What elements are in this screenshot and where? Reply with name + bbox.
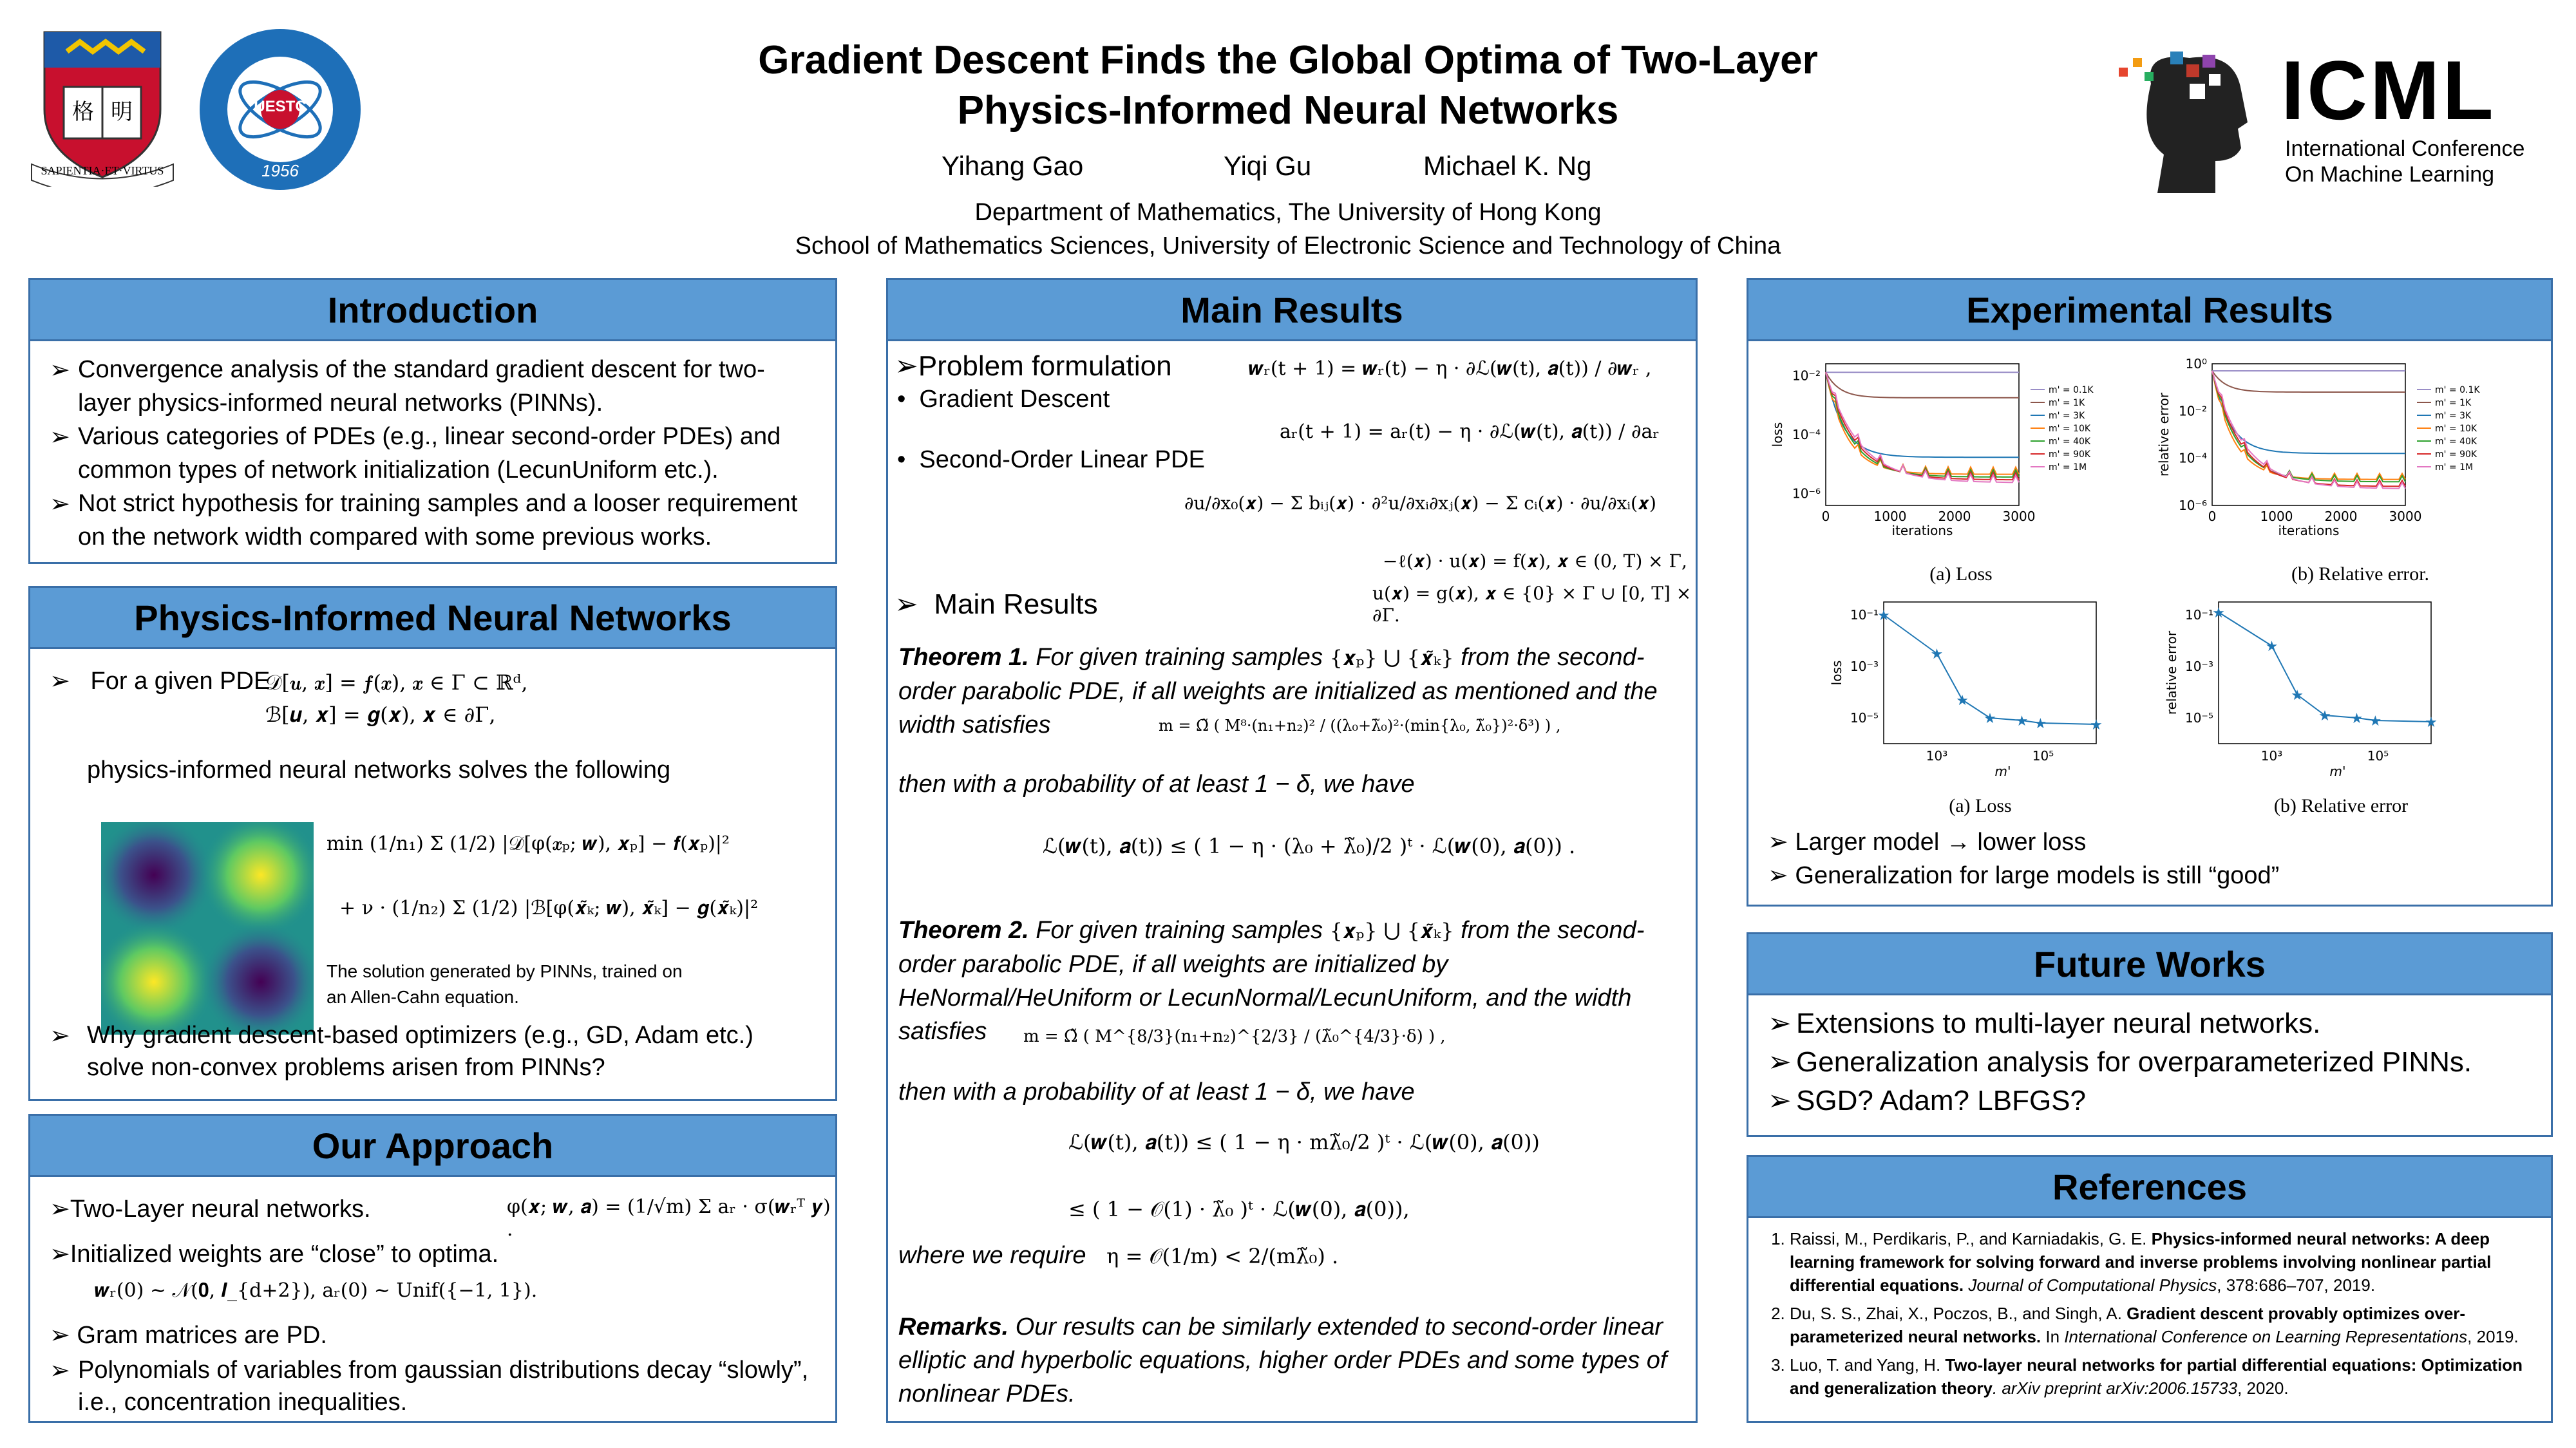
y-axis-label: loss	[1770, 422, 1785, 447]
pde-equation-1: 𝒟[𝒖, 𝒙] = 𝒇(𝒙), 𝒙 ∈ Γ ⊂ ℝᵈ,	[265, 670, 528, 695]
y-tick-label: 10⁻⁶	[1792, 485, 1821, 502]
approach-item-init: ➢Initialized weights are “close” to optima.	[50, 1239, 499, 1268]
heatmap-caption-2: an Allen-Cahn equation.	[327, 987, 519, 1007]
data-point-marker: ★	[2212, 605, 2225, 621]
y-tick-label: 10⁻⁵	[2184, 710, 2213, 726]
data-point-marker: ★	[2369, 713, 2382, 729]
x-tick-label: 0	[1821, 509, 1830, 524]
uestc-year: 1956	[261, 161, 299, 180]
exp-bullet-2: ➢ Generalization for large models is still “good”	[1768, 861, 2280, 889]
affiliation-hku: Department of Mathematics, The University of Hong Kong	[974, 199, 1602, 226]
pinn-loss-line-1: min (1/n₁) Σ (1/2) |𝒟[φ(𝒙ₚ; 𝒘), 𝒙ₚ] − 𝒇(𝒙ₚ)|²	[327, 832, 730, 855]
gd-update-a: aᵣ(t + 1) = aᵣ(t) − η · ∂ℒ(𝒘(t), 𝒂(t)) / ∂aᵣ	[1280, 420, 1660, 443]
plot-frame	[2212, 364, 2405, 505]
x-tick-label: 1000	[1873, 509, 1907, 524]
series-line-1	[1826, 372, 2019, 398]
y-tick-label: 10⁻¹	[2184, 607, 2213, 623]
x-tick-label: 0	[2208, 509, 2217, 524]
legend-entry: m' = 1K	[2049, 398, 2085, 408]
author-3: Michael K. Ng	[1423, 151, 1592, 181]
series-line-6	[2212, 371, 2405, 489]
uestc-abbrev: UESTC	[254, 98, 307, 115]
series-line-5	[2212, 371, 2405, 486]
y-tick-label: 10⁰	[2185, 356, 2207, 371]
y-tick-label: 10⁻²	[2178, 403, 2207, 419]
references-panel	[1747, 1155, 2553, 1423]
plot-frame	[1826, 364, 2019, 505]
future-works-panel	[1747, 932, 2553, 1137]
intro-item-2: ➢ Various categories of PDEs (e.g., linear second-order PDEs) and common types of network initialization (LecunUniform etc.).	[50, 420, 816, 487]
remarks: Remarks. Our results can be similarly extended to second-order linear elliptic and hyperbolic equations, higher order PDEs and some types of nonlinear PDEs.	[898, 1313, 1667, 1407]
theorem-2-width: m = Ω̃ ( M^{8/3}(n₁+n₂)^{2/3} / (λ̃₀^{4/3}·δ) ) ,	[1023, 1027, 1446, 1046]
author-2: Yiqi Gu	[1224, 151, 1312, 181]
references-heading: References	[1748, 1157, 2551, 1218]
data-point-marker: ★	[1930, 646, 1944, 663]
pinn-item-given-pde: ➢ For a given PDE	[50, 666, 270, 695]
y-tick-label: 10⁻³	[2184, 659, 2213, 674]
data-point-marker: ★	[2015, 713, 2029, 729]
data-point-marker: ★	[2265, 639, 2278, 655]
data-point-marker: ★	[2350, 711, 2363, 727]
future-item-1: ➢ Extensions to multi-layer neural networks.	[1768, 1004, 2532, 1043]
caption-loss-bottom: (a) Loss	[1949, 795, 2012, 816]
legend-entry: m' = 90K	[2049, 449, 2091, 460]
approach-item-two-layer: ➢Two-Layer neural networks.	[50, 1194, 371, 1223]
x-tick-label: 3000	[2389, 509, 2422, 524]
pinn-loss-line-2: + ν · (1/n₂) Σ (1/2) |ℬ[φ(𝒙̃ₖ; 𝒘), 𝒙̃ₖ] − 𝒈(𝒙̃ₖ)|²	[339, 897, 759, 919]
parabolic-pde-line-2: −ℓ(𝒙) · u(𝒙) = f(𝒙), 𝒙 ∈ (0, T) × Γ,	[1383, 550, 1687, 572]
plot-loss-vs-width	[1826, 589, 2135, 782]
allen-cahn-heatmap	[101, 822, 314, 1035]
caption-relerr-bottom: (b) Relative error	[2273, 795, 2409, 816]
main-results-label: ➢ Main Results	[895, 588, 1098, 621]
pinn-heading: Physics-Informed Neural Networks	[30, 588, 835, 649]
approach-heading: Our Approach	[30, 1116, 835, 1177]
x-axis-label: m'	[1994, 764, 2011, 779]
x-tick-label: 10⁵	[2032, 748, 2054, 764]
series-line-3	[2212, 371, 2405, 480]
parabolic-pde-line-3: u(𝒙) = g(𝒙), 𝒙 ∈ {0} × Γ ∪ [0, T] × ∂Γ.	[1372, 583, 1692, 626]
x-tick-label: 2000	[2324, 509, 2358, 524]
gd-label: • Gradient Descent	[897, 386, 1110, 413]
pinn-item-why-gd: ➢ Why gradient descent-based optimizers (e.g., GD, Adam etc.) solve non-convex problems arisen from PINNs?	[50, 1021, 753, 1081]
pde-label: • Second-Order Linear PDE	[897, 446, 1205, 473]
data-point-marker: ★	[1984, 711, 1996, 727]
theorem-1-width: m = Ω̃ ( M⁸·(n₁+n₂)² / ((λ₀+λ̃₀)²·(min{λ₀, λ̃₀})²·δ³) ) ,	[1159, 717, 1561, 735]
data-point-marker: ★	[2034, 716, 2047, 732]
introduction-heading: Introduction	[30, 280, 835, 341]
x-axis-label: m'	[2329, 764, 2346, 779]
plot-loss-vs-iterations	[1768, 351, 2154, 544]
legend-entry: m' = 1M	[2435, 462, 2474, 473]
series-line-1	[2212, 371, 2405, 392]
caption-relerr-top: (b) Relative error.	[2291, 563, 2430, 585]
pinn-panel	[28, 586, 837, 1101]
icml-logo	[2106, 45, 2557, 206]
plot-relerr-vs-width	[2161, 589, 2470, 782]
series-line-4	[2212, 371, 2405, 482]
pde-equation-2: ℬ[𝒖, 𝒙] = 𝒈(𝒙), 𝒙 ∈ ∂Γ,	[265, 702, 496, 727]
poster-title-line1: Gradient Descent Finds the Global Optima of Two-Layer	[758, 38, 1818, 82]
icml-subtitle-2: On Machine Learning	[2285, 162, 2495, 187]
introduction-panel	[28, 278, 837, 564]
legend-entry: m' = 10K	[2435, 424, 2477, 434]
svg-text:明: 明	[111, 99, 133, 125]
x-tick-label: 3000	[2002, 509, 2036, 524]
legend-entry: m' = 40K	[2435, 437, 2477, 447]
y-axis-label: loss	[1829, 660, 1844, 686]
future-item-3: ➢ SGD? Adam? LBFGS?	[1768, 1082, 2532, 1120]
svg-text:格: 格	[72, 99, 94, 125]
series-line-5	[1826, 372, 2019, 480]
step-size-requirement: where we require η = 𝒪(1/m) < 2/(mλ̃₀) .	[898, 1242, 1339, 1269]
x-axis-label: iterations	[2278, 523, 2340, 538]
legend-entry: m' = 0.1K	[2435, 385, 2480, 395]
legend-entry: m' = 1K	[2435, 398, 2472, 408]
reference-3: 3. Luo, T. and Yang, H. Two-layer neural networks for partial differential equations: Optimization and generalization theory. arXiv preprint arXiv:2006.15733, 2020.	[1790, 1353, 2538, 1400]
exp-bullet-1: ➢ Larger model → lower loss	[1768, 827, 2087, 856]
reference-1: 1. Raissi, M., Perdikaris, P., and Karniadakis, G. E. Physics-informed neural networks: A deep learning framework for solving forward and inverse problems involving nonlinear partial differential equations. Journal of Computational Physics, 378:686–707, 2019.	[1790, 1227, 2538, 1297]
theorem-1-bound: ℒ(𝒘(t), 𝒂(t)) ≤ ( 1 − η · (λ₀ + λ̃₀)/2 )ᵗ · ℒ(𝒘(0), 𝒂(0)) .	[1043, 834, 1576, 858]
data-point-marker: ★	[1877, 608, 1890, 624]
theorem-2-bound-1: ℒ(𝒘(t), 𝒂(t)) ≤ ( 1 − η · mλ̃₀/2 )ᵗ · ℒ(𝒘(0), 𝒂(0))	[1068, 1130, 1540, 1154]
theorem-2: Theorem 2. For given training samples {𝒙ₚ} ⋃ {𝒙̃ₖ} from the second-order parabolic PDE, if all weights are initialized by HeNormal/HeUniform or LecunNormal/LecunUniform, and the width satisfies	[898, 917, 1645, 1045]
affiliation-uestc: School of Mathematics Sciences, University of Electronic Science and Technology of China	[795, 232, 1781, 259]
icml-subtitle-1: International Conference	[2285, 136, 2525, 161]
approach-item-polynomials: ➢ Polynomials of variables from gaussian distributions decay “slowly”, i.e., concentration inequalities.	[50, 1356, 809, 1416]
gd-update-w: 𝒘ᵣ(t + 1) = 𝒘ᵣ(t) − η · ∂ℒ(𝒘(t), 𝒂(t)) / ∂𝒘ᵣ ,	[1249, 357, 1652, 380]
theorem-2-bound-2: ≤ ( 1 − 𝒪(1) · λ̃₀ )ᵗ · ℒ(𝒘(0), 𝒂(0)),	[1068, 1197, 1410, 1221]
series-line-2	[2212, 371, 2405, 453]
approach-panel	[28, 1114, 837, 1423]
data-point-marker: ★	[2291, 688, 2304, 704]
y-tick-label: 10⁻⁵	[1850, 710, 1879, 726]
future-item-2: ➢ Generalization analysis for overparameterized PINNs.	[1768, 1043, 2532, 1082]
intro-item-1: ➢ Convergence analysis of the standard gradient descent for two-layer physics-informed neural networks (PINNs).	[50, 353, 816, 420]
icml-name: ICML	[2281, 43, 2496, 137]
data-point-marker: ★	[1956, 693, 1969, 709]
y-tick-label: 10⁻⁶	[2178, 498, 2207, 513]
caption-loss-top: (a) Loss	[1929, 563, 1993, 585]
y-tick-label: 10⁻⁴	[1792, 427, 1821, 442]
hku-motto: SAPIENTIA·ET·VIRTUS	[41, 164, 164, 177]
intro-item-3: ➢ Not strict hypothesis for training samples and a looser requirement on the network width compared with some previous works.	[50, 487, 816, 554]
x-axis-label: iterations	[1891, 523, 1953, 538]
legend-entry: m' = 1M	[2049, 462, 2087, 473]
y-tick-label: 10⁻²	[1792, 368, 1821, 384]
approach-item-gram: ➢ Gram matrices are PD.	[50, 1321, 327, 1349]
author-1: Yihang Gao	[942, 151, 1084, 181]
y-axis-label: relative error	[2164, 630, 2179, 715]
heatmap-caption-1: The solution generated by PINNs, trained on	[327, 961, 683, 981]
series-line	[1884, 615, 2096, 724]
series-line-6	[1826, 372, 2019, 482]
series-line-3	[1826, 372, 2019, 474]
x-tick-label: 10³	[1926, 748, 1948, 764]
theorem-1-probability: then with a probability of at least 1 − δ, we have	[898, 771, 1415, 798]
x-tick-label: 2000	[1938, 509, 1971, 524]
legend-entry: m' = 0.1K	[2049, 385, 2094, 395]
poster-title-line2: Physics-Informed Neural Networks	[957, 88, 1619, 133]
pinn-solves-text: physics-informed neural networks solves the following	[87, 757, 671, 784]
legend-entry: m' = 3K	[2049, 411, 2085, 421]
legend-entry: m' = 40K	[2049, 437, 2091, 447]
network-definition: φ(𝒙; 𝒘, 𝒂) = (1/√m) Σ aᵣ · σ(𝒘ᵣᵀ 𝒚) .	[507, 1196, 831, 1241]
future-works-heading: Future Works	[1748, 934, 2551, 995]
y-tick-label: 10⁻³	[1850, 659, 1879, 674]
theorem-2-probability: then with a probability of at least 1 − δ, we have	[898, 1078, 1415, 1105]
main-results-panel	[886, 278, 1698, 1423]
experimental-heading: Experimental Results	[1748, 280, 2551, 341]
theorem-1: Theorem 1. For given training samples {𝒙ₚ} ⋃ {𝒙̃ₖ} from the second-order parabolic PDE, if all weights are initialized as mentioned and the width satisfies	[898, 644, 1658, 738]
y-tick-label: 10⁻⁴	[2178, 450, 2207, 466]
experimental-panel	[1747, 278, 2553, 907]
legend-entry: m' = 10K	[2049, 424, 2091, 434]
data-point-marker: ★	[2425, 715, 2438, 731]
y-tick-label: 10⁻¹	[1850, 607, 1879, 623]
x-tick-label: 10⁵	[2367, 748, 2389, 764]
main-results-heading: Main Results	[888, 280, 1696, 341]
legend-entry: m' = 90K	[2435, 449, 2477, 460]
data-point-marker: ★	[2090, 717, 2103, 733]
plot-relerr-vs-iterations	[2154, 351, 2541, 544]
series-line	[2219, 612, 2431, 722]
problem-formulation: ➢Problem formulation	[895, 350, 1172, 382]
data-point-marker: ★	[2318, 708, 2331, 724]
reference-2: 2. Du, S. S., Zhai, X., Poczos, B., and Singh, A. Gradient descent provably optimizes over-parameterized neural networks. In International Conference on Learning Representations, 2019.	[1790, 1302, 2538, 1348]
parabolic-pde-line-1: ∂u/∂x₀(𝒙) − Σ bᵢⱼ(𝒙) · ∂²u/∂xᵢ∂xⱼ(𝒙) − Σ cᵢ(𝒙) · ∂u/∂xᵢ(𝒙)	[1184, 493, 1656, 514]
x-tick-label: 10³	[2260, 748, 2283, 764]
y-axis-label: relative error	[2156, 392, 2172, 477]
initialization-equation: 𝒘ᵣ(0) ∼ 𝒩(𝟎, 𝑰_{d+2}), aᵣ(0) ∼ Unif({−1, 1}).	[95, 1279, 538, 1302]
legend-entry: m' = 3K	[2435, 411, 2472, 421]
x-tick-label: 1000	[2260, 509, 2293, 524]
series-line-4	[1826, 372, 2019, 477]
